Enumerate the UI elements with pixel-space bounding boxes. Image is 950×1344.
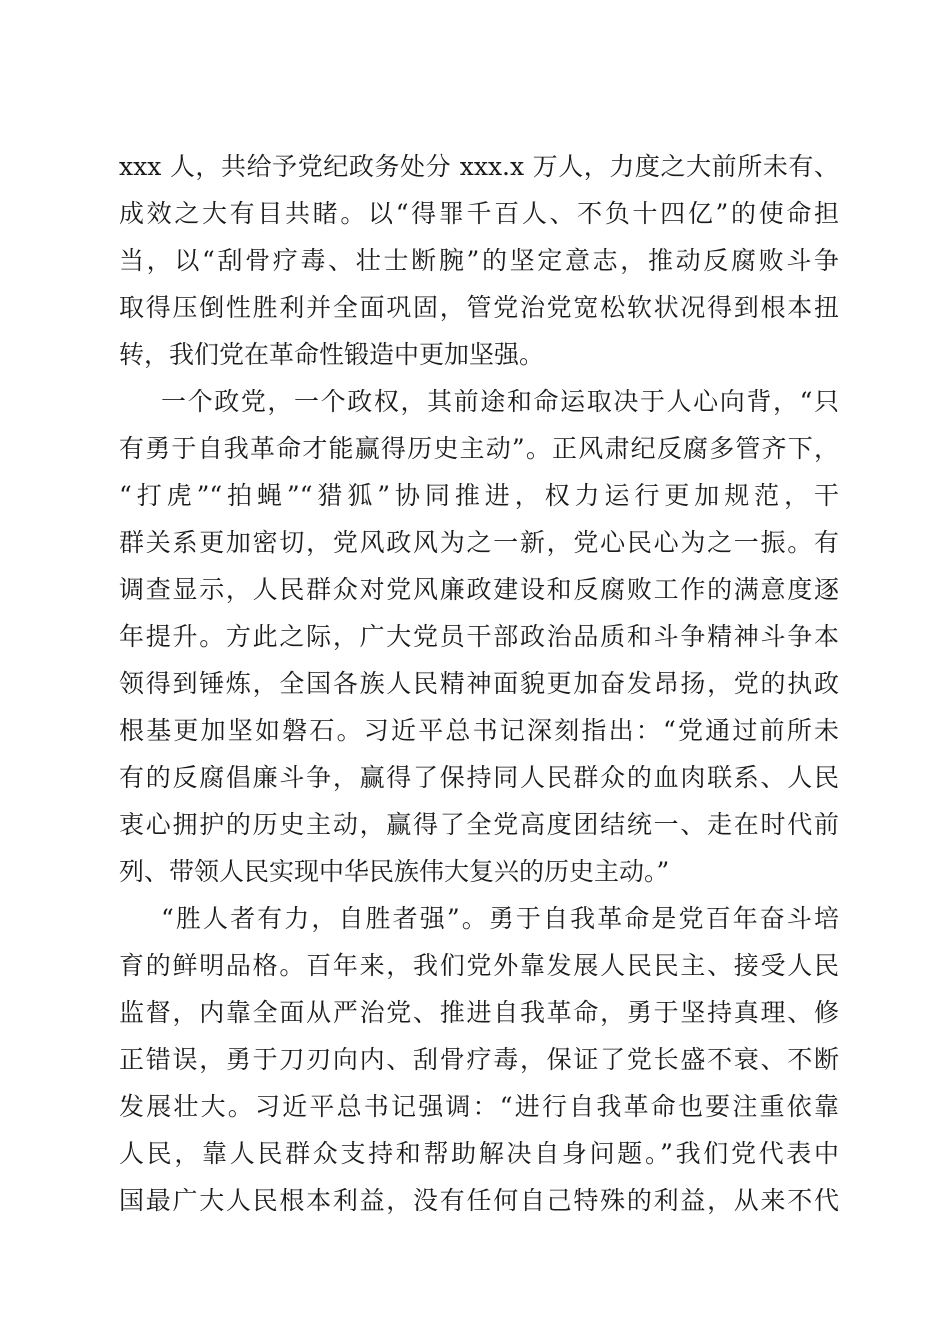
paragraph-1 [119,143,839,378]
text-line: 取得压倒性胜利并全面巩固，管党治党宽松软状况得到根本扭 [119,293,839,322]
text-line: 群关系更加密切，党风政风为之一新，党心民心为之一振。有 [119,528,839,557]
text-line: 有的反腐倡廉斗争，赢得了保持同人民群众的血肉联系、人民 [119,763,839,792]
text-line: 监督，内靠全面从严治党、推进自我革命，勇于坚持真理、修 [119,998,839,1027]
text-line: 当，以“刮骨疗毒、壮士断腕”的坚定意志，推动反腐败斗争 [119,246,839,275]
text-line: 国最广大人民根本利益，没有任何自己特殊的利益，从来不代 [119,1186,839,1215]
text-line: 列、带领人民实现中华民族伟大复兴的历史主动。” [119,857,670,886]
text-line: 年提升。方此之际，广大党员干部政治品质和斗争精神斗争本 [119,622,839,651]
text-line: “胜人者有力，自胜者强”。勇于自我革命是党百年奋斗培 [161,904,839,933]
text-line: 一个政党，一个政权，其前途和命运取决于人心向背，“只 [161,387,839,416]
text-line: 有勇于自我革命才能赢得历史主动”。正风肃纪反腐多管齐下， [119,434,839,463]
text-line: 调查显示，人民群众对党风廉政建设和反腐败工作的满意度逐 [119,575,839,604]
text-line: 根基更加坚如磐石。习近平总书记深刻指出：“党通过前所未 [119,716,839,745]
text-line: 人民，靠人民群众支持和帮助解决自身问题。”我们党代表中 [119,1139,839,1168]
body-text [119,143,839,1224]
text-line: 转，我们党在革命性锻造中更加坚强。 [119,340,545,369]
paragraph-3 [119,895,839,1224]
text-line: 正错误，勇于刀刃向内、刮骨疗毒，保证了党长盛不衰、不断 [119,1045,839,1074]
paragraph-2 [119,378,839,895]
text-line: 育的鲜明品格。百年来，我们党外靠发展人民民主、接受人民 [119,951,839,980]
text-line: 领得到锤炼，全国各族人民精神面貌更加奋发昂扬，党的执政 [119,669,839,698]
text-line: 发展壮大。习近平总书记强调：“进行自我革命也要注重依靠 [119,1092,839,1121]
text-line: xxx 人，共给予党纪政务处分 xxx.x 万人，力度之大前所未有、 [119,152,839,181]
text-line: 成效之大有目共睹。以“得罪千百人、不负十四亿”的使命担 [119,199,839,228]
text-line: “打虎”“拍蝇”“猎狐”协同推进，权力运行更加规范，干 [119,481,839,510]
text-line: 衷心拥护的历史主动，赢得了全党高度团结统一、走在时代前 [119,810,839,839]
